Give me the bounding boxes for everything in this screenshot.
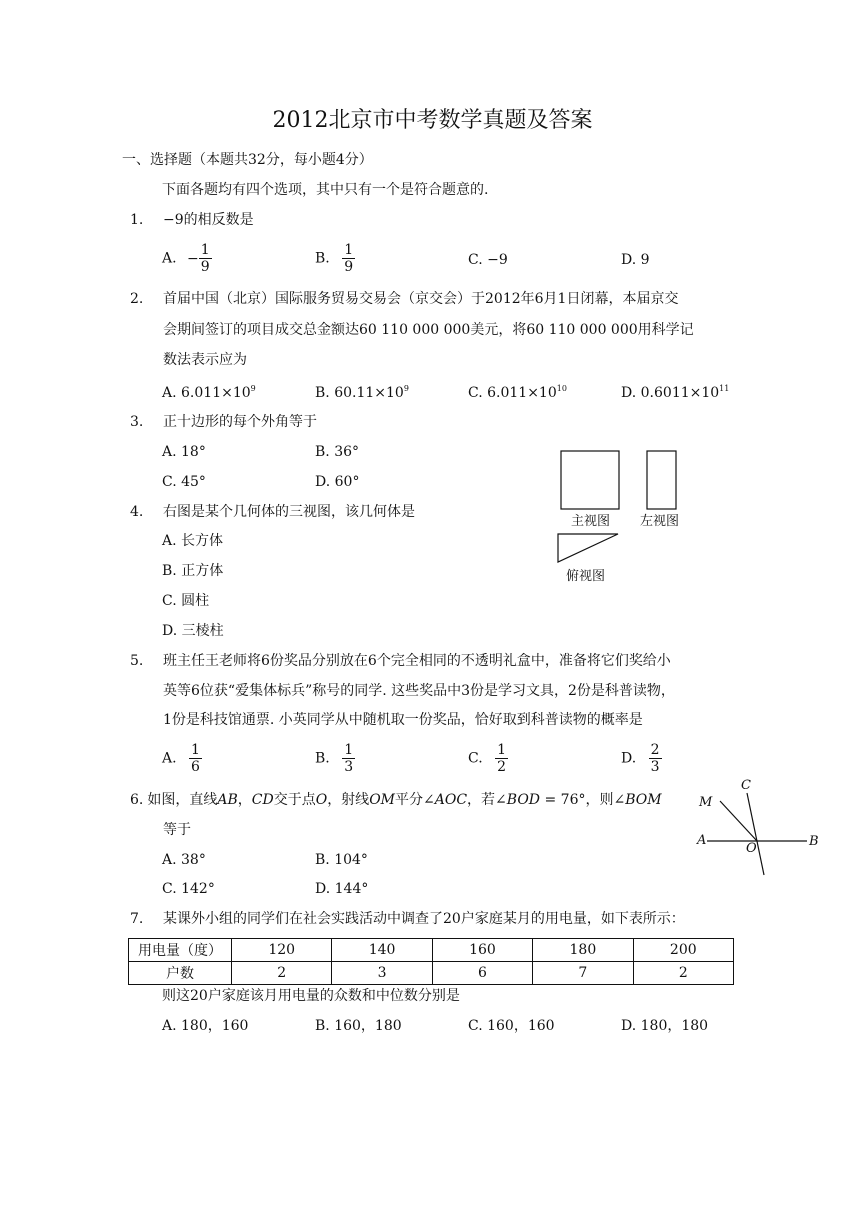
q4-top-view-label: 俯视图 [566,569,606,584]
q2-option-a-exponent: 9 [250,384,256,393]
q3-number: 3. [130,414,144,430]
table-cell: 6 [432,962,532,985]
q7-usage-table [128,938,734,985]
q5-option-a-numerator: 1 [191,742,200,758]
q7-followup: 则这20户家庭该月用电量的众数和中位数分别是 [162,988,460,1004]
q1-option-a-sign: − [187,250,199,267]
q2-option-b [315,385,409,400]
q6-option-a: A. 38° [162,852,206,868]
q6-line-cd: CD [251,792,274,808]
table-cell: 160 [432,939,532,962]
table-cell: 3 [332,962,432,985]
table-cell: 120 [232,939,332,962]
q5-option-a-fraction [189,742,202,775]
q6-angle-aoc: AOC [434,792,468,808]
q5-option-c-numerator: 1 [497,742,507,758]
q1-number: 1. [130,212,144,228]
q6-ray-om: OM [369,792,395,808]
q5-option-d-letter: D. [621,750,637,767]
q6-text-6: ，若∠ [467,792,507,808]
q6-label-a: A [697,833,707,848]
q1-option-a-fraction [199,242,212,275]
q6-label-c: C [741,778,751,793]
q2-option-b-exponent: 9 [403,384,409,393]
q1-option-a-denominator: 9 [200,259,210,276]
q6-text-7: = 76°，则∠ [540,792,626,808]
table-cell: 180 [533,939,633,962]
q6-line-ab: AB [217,792,238,808]
q6-line-cd-drawing [747,793,764,875]
q3-option-b: B. 36° [315,444,360,460]
table-cell: 2 [633,962,733,985]
q4-option-a: A. 长方体 [162,533,224,549]
q4-option-d: D. 三棱柱 [162,623,224,639]
q6-text-1: 如图，直线 [147,792,218,808]
q5-option-b-denominator: 3 [344,759,354,776]
q2-option-a [162,385,256,400]
q5-option-b-fraction [342,742,355,775]
q6-label-b: B [809,834,819,849]
q1-option-b-numerator: 1 [344,242,354,258]
section-heading: 一、选择题（本题共32分，每小题4分） [122,152,373,168]
q1-option-b-fraction [342,242,355,275]
q5-line-3: 1份是科技馆通票. 小英同学从中随机取一份奖品，恰好取到科普读物的概率是 [163,712,643,728]
q5-line-1: 班主任王老师将6份奖品分别放在6个完全相同的不透明礼盒中，准备将它们奖给小 [163,653,671,669]
q3-option-a: A. 18° [162,444,206,460]
table-cell: 140 [332,939,432,962]
q1-option-b [315,242,355,275]
q3-stem: 正十边形的每个外角等于 [163,414,317,430]
q3-option-d: D. 60° [315,474,360,490]
q7-option-d: D. 180，180 [621,1018,709,1034]
q5-option-c [468,742,508,775]
section-instruction: 下面各题均有四个选项，其中只有一个是符合题意的. [162,182,489,198]
q2-option-a-label: A. [162,385,177,401]
q7-number: 7. [130,911,144,927]
q2-option-d-exponent: 11 [719,384,730,393]
q6-text-3: 交于点 [273,792,316,808]
q2-option-b-label: B. [315,385,330,401]
q4-left-view [647,451,676,509]
q6-text-4: ，射线 [327,792,370,808]
q1-option-a [162,242,212,275]
q2-line-1: 首届中国（北京）国际服务贸易交易会（京交会）于2012年6月1日闭幕，本届京交 [163,291,679,307]
q6-geometry-figure [690,775,830,880]
q2-option-d-label: D. [621,385,637,401]
q4-top-view [558,534,618,562]
q2-option-c-base: 6.011×10 [487,385,557,401]
q2-number: 2. [130,291,144,307]
q2-line-2: 会期间签订的项目成交总金额达60 110 000 000美元，将60 110 000 000用科学记 [163,322,694,338]
q5-option-c-denominator: 2 [497,759,507,776]
q2-option-c-label: C. [468,385,483,401]
q4-front-view-label: 主视图 [571,514,611,529]
q4-number: 4. [130,504,144,520]
q4-front-view [561,451,619,509]
q5-option-c-fraction [495,742,508,775]
table-row [129,939,734,962]
table-row [129,962,734,985]
q6-angle-bod: BOD [506,792,541,808]
q2-option-c [468,385,567,400]
q5-option-a [162,742,202,775]
q6-label-m: M [699,795,713,810]
q6-stem-line-2: 等于 [163,822,191,838]
q3-option-c: C. 45° [162,474,206,490]
q5-option-a-denominator: 6 [191,759,200,776]
q5-option-d [621,742,662,775]
q2-option-d [621,385,729,400]
q2-option-b-base: 60.11×10 [334,385,404,401]
table-cell: 7 [533,962,633,985]
q6-stem-line-1 [130,793,662,807]
q6-label-o: O [746,841,757,856]
q5-option-c-letter: C. [468,750,483,767]
q2-option-d-base: 0.6011×10 [640,385,720,401]
q5-option-b-numerator: 1 [344,742,354,758]
q6-option-d: D. 144° [315,881,369,897]
q5-option-d-numerator: 2 [650,742,660,758]
q5-option-b-letter: B. [315,750,330,767]
q5-option-d-denominator: 3 [650,759,660,776]
q7-stem: 某课外小组的同学们在社会实践活动中调查了20户家庭某月的用电量，如下表所示： [163,911,685,927]
q5-option-b [315,742,355,775]
q4-left-view-label: 左视图 [640,514,680,529]
q2-option-a-base: 6.011×10 [181,385,251,401]
q4-option-c: C. 圆柱 [162,593,210,609]
q7-option-b: B. 160，180 [315,1018,402,1034]
q6-ray-om-drawing [720,801,757,841]
q7-option-c: C. 160，160 [468,1018,555,1034]
q5-line-2: 英等6位获“爱集体标兵”称号的同学. 这些奖品中3份是学习文具，2份是科普读物， [163,683,675,699]
q6-option-b: B. 104° [315,852,368,868]
table-cell: 200 [633,939,733,962]
q1-option-a-numerator: 1 [200,242,210,258]
q6-text-5: 平分∠ [395,792,435,808]
q1-option-b-letter: B. [315,250,330,267]
q2-line-3: 数法表示应为 [163,352,247,368]
q1-option-a-letter: A. [162,250,177,267]
q6-option-c: C. 142° [162,881,215,897]
q1-option-b-denominator: 9 [344,259,354,276]
q6-point-o: O [315,792,328,808]
q1-stem: −9的相反数是 [163,212,254,228]
q6-text-2: ， [237,792,252,808]
q5-number: 5. [130,653,144,669]
q5-option-a-letter: A. [162,750,177,767]
table-cell: 用电量（度） [129,939,232,962]
page-title: 2012北京市中考数学真题及答案 [272,108,593,133]
q6-number: 6. [130,792,144,808]
q5-option-d-fraction [649,742,662,775]
q1-option-c: C. −9 [468,252,508,268]
table-cell: 户数 [129,962,232,985]
q4-stem: 右图是某个几何体的三视图，该几何体是 [163,504,415,520]
q2-option-c-exponent: 10 [556,384,567,393]
q4-option-b: B. 正方体 [162,563,224,579]
q7-option-a: A. 180，160 [162,1018,249,1034]
q6-angle-bom: BOM [625,792,662,808]
table-cell: 2 [232,962,332,985]
q1-option-d: D. 9 [621,252,650,268]
